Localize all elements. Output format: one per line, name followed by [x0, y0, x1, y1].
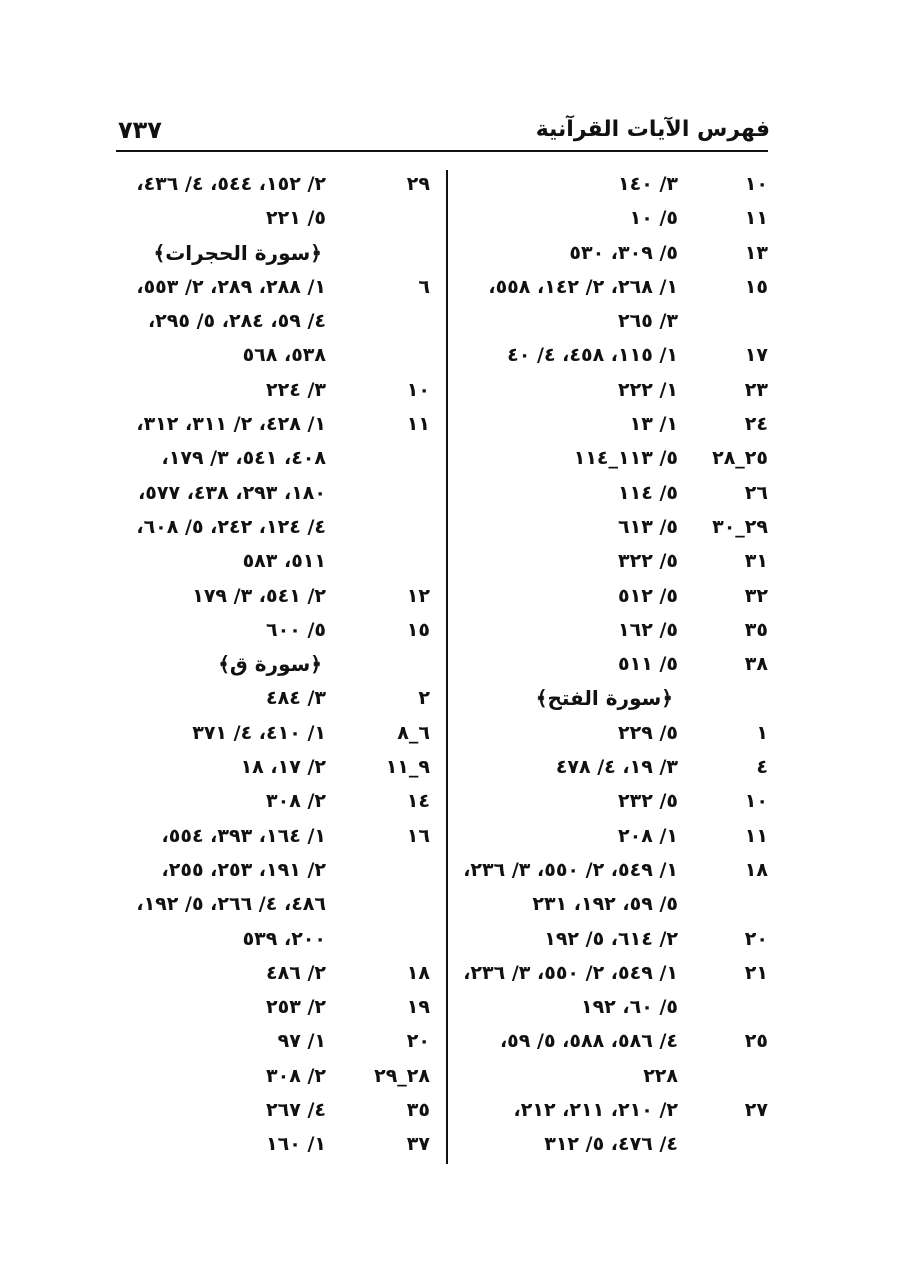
index-row [468, 510, 768, 544]
index-row [110, 887, 430, 921]
index-row [110, 304, 430, 338]
verse-number: ١٩ [406, 996, 430, 1019]
index-row [110, 750, 430, 784]
page-references: ٣/ ٢٢٤ [266, 378, 326, 401]
header-rule [116, 150, 768, 152]
page-references: ٥/ ٥١١ [618, 653, 678, 676]
index-row [110, 236, 430, 270]
index-row [110, 373, 430, 407]
index-row [110, 819, 430, 853]
column-divider [446, 170, 448, 1164]
index-row [110, 681, 430, 715]
page-references: ٤٨٦، ٤/ ٢٦٦، ٥/ ١٩٢، [136, 893, 326, 916]
verse-number: ٢١ [744, 961, 768, 984]
verse-number: ٢٠ [406, 1030, 430, 1053]
verse-number: ٩_١١ [385, 756, 430, 779]
verse-number: ٢٣ [744, 378, 768, 401]
index-row [110, 922, 430, 956]
page-references: ٥/ ٦٠، ١٩٢ [580, 996, 678, 1019]
index-row [110, 579, 430, 613]
page-references: ٤/ ٥٩، ٢٨٤، ٥/ ٢٩٥، [147, 310, 326, 333]
index-row [463, 853, 768, 887]
verse-number: ١٠ [406, 378, 430, 401]
page-references: ١/ ١٦٠ [266, 1133, 326, 1156]
page-references: ١/ ٢٢٢ [618, 378, 678, 401]
verse-number: ٣٢ [744, 584, 768, 607]
page-references: ٢/ ٣٠٨ [266, 790, 326, 813]
verse-number: ١٥ [406, 618, 430, 641]
verse-number: ٢٥_٢٨ [712, 447, 768, 470]
verse-number: ٦ [418, 275, 430, 298]
index-row [468, 304, 768, 338]
index-row [468, 407, 768, 441]
page-references: ١/ ٥٤٩، ٢/ ٥٥٠، ٣/ ٢٣٦، [463, 961, 678, 984]
page-references: ٥/ ١٠ [629, 207, 678, 230]
page-references: ٢/ ١٥٢، ٥٤٤، ٤/ ٤٣٦، [136, 173, 326, 195]
index-row [468, 476, 768, 510]
page-references: ٢٢٨ [643, 1064, 678, 1087]
surah-heading: ﴿سورة الحجرات﴾ [153, 240, 322, 265]
index-row [468, 1127, 768, 1161]
page-references: ٥/ ٥١٢ [618, 584, 678, 607]
page-references: ٣/ ٢٦٥ [618, 310, 678, 333]
page-references: ١/ ٤١٠، ٤/ ٣٧١ [192, 721, 326, 744]
verse-number: ٢٧ [744, 1099, 768, 1122]
page-references: ١/ ٢٨٨، ٢٨٩، ٢/ ٥٥٣، [136, 275, 326, 298]
verse-number: ٢٤ [744, 413, 768, 436]
page-references: ٤/ ٤٧٦، ٥/ ٣١٢ [544, 1133, 678, 1156]
verse-number: ١٧ [744, 344, 768, 367]
index-row [468, 167, 768, 201]
page-references: ١٨٠، ٢٩٣، ٤٣٨، ٥٧٧، [138, 481, 326, 504]
page-references: ١/ ٤٢٨، ٢/ ٣١١، ٣١٢، [136, 413, 326, 436]
index-row [468, 373, 768, 407]
verse-number: ٢٦ [744, 481, 768, 504]
index-row [468, 270, 768, 304]
index-row [110, 407, 430, 441]
index-row [110, 1093, 430, 1127]
page-references: ١/ ٢٦٨، ٢/ ١٤٢، ٥٥٨، [488, 275, 678, 298]
page-references: ٤٠٨، ٥٤١، ٣/ ١٧٩، [161, 447, 326, 470]
page-references: ٢/ ٣٠٨ [266, 1064, 326, 1087]
page-references: ٢/ ٤٨٦ [266, 961, 326, 984]
page-references: ٢/ ٦١٤، ٥/ ١٩٢ [544, 927, 678, 950]
index-row [468, 1059, 768, 1093]
verse-number: ١٦ [406, 824, 430, 847]
page-references: ٢/ ٢٥٣ [266, 996, 326, 1019]
verse-number: ١٥ [744, 275, 768, 298]
index-row [110, 647, 430, 681]
index-row [110, 544, 430, 578]
page-references: ٢٠٠، ٥٣٩ [242, 927, 326, 950]
verse-number: ١٨ [406, 961, 430, 984]
page-references: ٢/ ٢١٠، ٢١١، ٢١٢، [513, 1099, 678, 1122]
verse-number: ١١ [744, 207, 768, 230]
verse-number: ١٣ [744, 241, 768, 264]
verse-number: ٣٨ [744, 653, 768, 676]
index-row [468, 201, 768, 235]
verse-number: ٢٨_٢٩ [374, 1064, 430, 1087]
page-references: ١/ ١٣ [629, 413, 678, 436]
index-row [110, 270, 430, 304]
page-header-title: فهرس الآيات القرآنية [535, 117, 770, 142]
verse-number: ١٤ [406, 790, 430, 813]
page-references: ١/ ٢٠٨ [618, 824, 678, 847]
index-row [110, 1127, 430, 1161]
page-references: ٥٣٨، ٥٦٨ [242, 344, 326, 367]
page-references: ٥/ ١٦٢ [618, 618, 678, 641]
verse-number: ٢٩ [406, 173, 430, 195]
index-row [468, 922, 768, 956]
page-references: ٥/ ١١٤ [618, 481, 678, 504]
page-references: ٢/ ١٧، ١٨ [240, 756, 326, 779]
index-row [110, 716, 430, 750]
page-references: ٥/ ٢٢٩ [618, 721, 678, 744]
index-row [110, 1059, 430, 1093]
page-references: ٥/ ٣٢٢ [618, 550, 678, 573]
index-row [468, 1093, 768, 1127]
page-references: ٥/ ٢٣٢ [618, 790, 678, 813]
left-column [110, 167, 430, 1162]
verse-number: ١٠ [744, 173, 768, 195]
index-row [468, 750, 768, 784]
index-row [468, 613, 768, 647]
verse-number: ٣٥ [406, 1099, 430, 1122]
page-references: ٥/ ٦٠٠ [266, 618, 326, 641]
verse-number: ٢٠ [744, 927, 768, 950]
page-references: ٣/ ١٩، ٤/ ٤٧٨ [555, 756, 678, 779]
right-column [463, 167, 768, 1162]
page-references: ٢/ ٥٤١، ٣/ ١٧٩ [192, 584, 326, 607]
verse-number: ١ [756, 721, 768, 744]
page-references: ٥/ ٢٢١ [266, 207, 326, 230]
page-references: ٤/ ٥٨٦، ٥٨٨، ٥/ ٥٩، [499, 1030, 678, 1053]
page-references: ٤/ ١٢٤، ٢٤٢، ٥/ ٦٠٨، [136, 515, 326, 538]
verse-number: ٣٥ [744, 618, 768, 641]
verse-number: ١٢ [406, 584, 430, 607]
index-row [468, 784, 768, 818]
page-number: ٧٣٧ [118, 116, 162, 144]
index-row [110, 441, 430, 475]
page-references: ١/ ٩٧ [277, 1030, 326, 1053]
index-row [110, 613, 430, 647]
index-row [468, 338, 768, 372]
page-references: ٥/ ٥٩، ١٩٢، ٢٣١ [532, 893, 678, 916]
page-references: ٥١١، ٥٨٣ [242, 550, 326, 573]
page-references: ١/ ٥٤٩، ٢/ ٥٥٠، ٣/ ٢٣٦، [463, 858, 678, 881]
index-row [468, 1024, 768, 1058]
index-row [468, 819, 768, 853]
page-references: ١/ ١١٥، ٤٥٨، ٤/ ٤٠ [507, 344, 678, 367]
verse-number: ١٨ [744, 858, 768, 881]
index-row [110, 990, 430, 1024]
verse-number: ١١ [406, 413, 430, 436]
index-row [468, 647, 768, 681]
index-row [110, 1024, 430, 1058]
verse-number: ٢ [418, 687, 430, 710]
page-references: ١/ ١٦٤، ٣٩٣، ٥٥٤، [161, 824, 326, 847]
page-references: ٥/ ٣٠٩، ٥٣٠ [569, 241, 678, 264]
page-references: ٣/ ١٤٠ [618, 173, 678, 195]
page-references: ٣/ ٤٨٤ [266, 687, 326, 710]
index-row [463, 956, 768, 990]
surah-heading: ﴿سورة ق﴾ [218, 652, 322, 677]
index-row [468, 579, 768, 613]
index-row [468, 236, 768, 270]
page-references: ٥/ ١١٣_١١٤ [573, 447, 678, 470]
index-row [110, 476, 430, 510]
verse-number: ١٠ [744, 790, 768, 813]
verse-number: ١١ [744, 824, 768, 847]
index-row [110, 338, 430, 372]
page-references: ٤/ ٢٦٧ [266, 1099, 326, 1122]
index-row [468, 681, 768, 715]
index-row [110, 510, 430, 544]
page-references: ٢/ ١٩١، ٢٥٣، ٢٥٥، [161, 858, 326, 881]
verse-number: ٦_٨ [397, 721, 430, 744]
index-row [110, 956, 430, 990]
index-row [468, 990, 768, 1024]
verse-number: ٣١ [744, 550, 768, 573]
verse-number: ٢٩_٣٠ [712, 515, 768, 538]
verse-number: ٢٥ [744, 1030, 768, 1053]
index-row [468, 441, 768, 475]
verse-number: ٣٧ [406, 1133, 430, 1156]
index-row [110, 853, 430, 887]
verse-number: ٤ [756, 756, 768, 779]
surah-heading: ﴿سورة الفتح﴾ [535, 686, 673, 711]
index-row [468, 544, 768, 578]
index-row [110, 201, 430, 235]
index-row [110, 167, 430, 201]
index-row [468, 716, 768, 750]
index-row [110, 784, 430, 818]
page-references: ٥/ ٦١٣ [618, 515, 678, 538]
index-row [468, 887, 768, 921]
